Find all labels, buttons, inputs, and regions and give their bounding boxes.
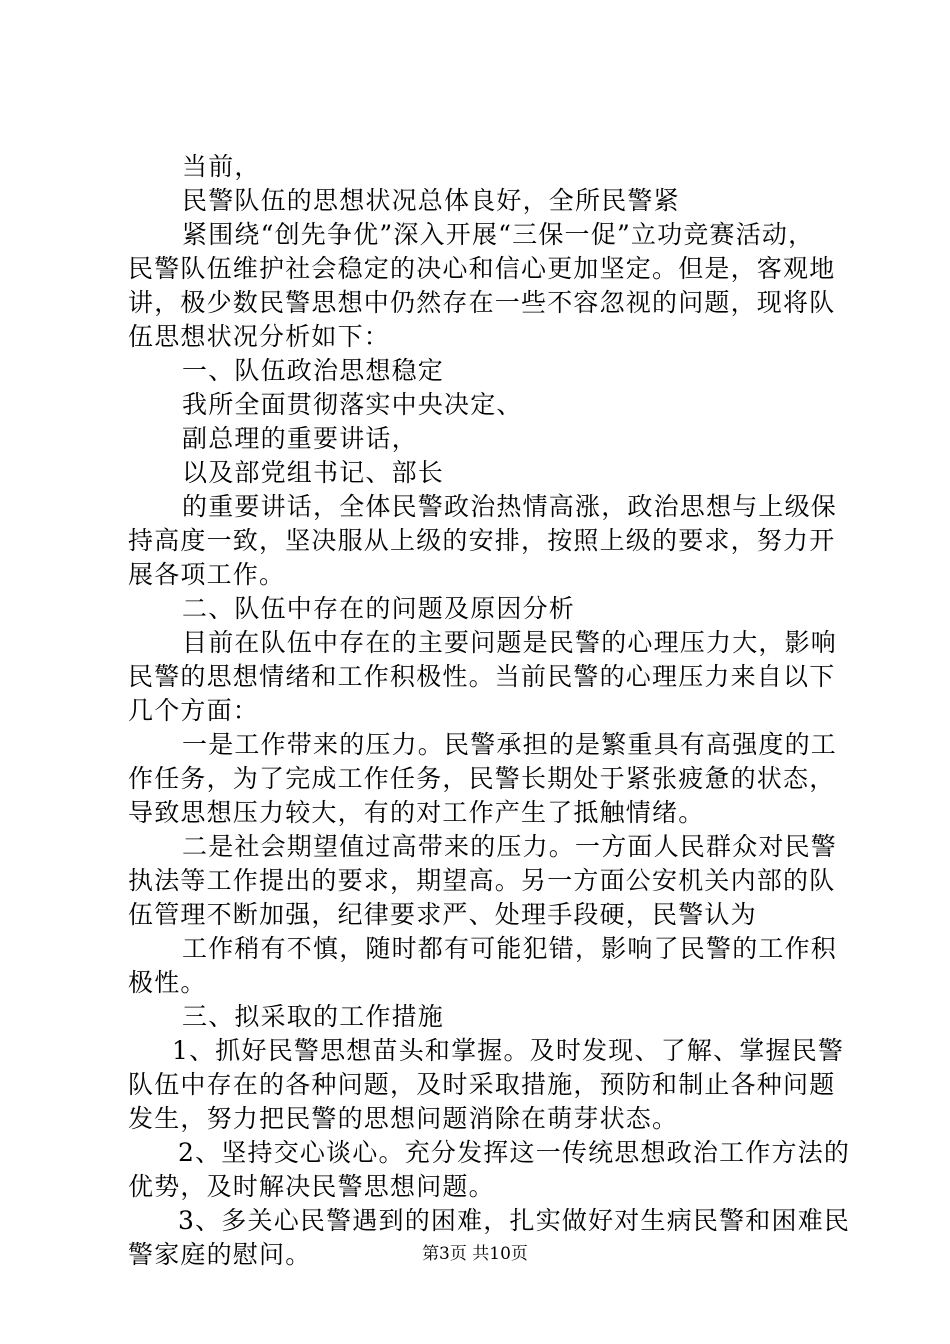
page-number-label: 第3页 共10页 xyxy=(422,1244,528,1264)
paragraph-line: 以及部党组书记、部长 xyxy=(182,458,445,487)
paragraph-line: 3、多关心民警遇到的困难，扎实做好对生病民警和困难民 xyxy=(178,1206,851,1235)
paragraph-line: 作任务，为了完成工作任务，民警长期处于紧张疲惫的状态， xyxy=(128,764,836,793)
paragraph-line: 伍管理不断加强，纪律要求严、处理手段硬，民警认为 xyxy=(128,900,757,929)
paragraph-line: 一是工作带来的压力。民警承担的是繁重具有高强度的工 xyxy=(182,730,838,759)
paragraph-line: 2、坚持交心谈心。充分发挥这一传统思想政治工作方法的 xyxy=(178,1138,851,1167)
section-heading: 一、队伍政治思想稳定 xyxy=(182,356,445,385)
section-heading: 三、拟采取的工作措施 xyxy=(182,1002,445,1031)
paragraph-line: 极性。 xyxy=(128,968,207,997)
paragraph-line: 持高度一致，坚决服从上级的安排，按照上级的要求，努力开 xyxy=(128,526,836,555)
paragraph-line: 二是社会期望值过高带来的压力。一方面人民群众对民警 xyxy=(182,832,838,861)
page-footer xyxy=(0,1243,950,1265)
paragraph-line: 伍思想状况分析如下： xyxy=(128,322,391,351)
paragraph-line: 民警的思想情绪和工作积极性。当前民警的心理压力来自以下 xyxy=(128,662,836,691)
paragraph-line: 讲，极少数民警思想中仍然存在一些不容忽视的问题，现将队 xyxy=(128,288,836,317)
paragraph-line: 1、抓好民警思想苗头和掌握。及时发现、了解、掌握民警 xyxy=(172,1036,845,1065)
paragraph-line: 的重要讲话，全体民警政治热情高涨，政治思想与上级保 xyxy=(182,492,838,521)
paragraph-line: 展各项工作。 xyxy=(128,560,286,589)
paragraph-line: 民警队伍的思想状况总体良好，全所民警紧 xyxy=(182,186,680,215)
paragraph-line: 民警队伍维护社会稳定的决心和信心更加坚定。但是，客观地 xyxy=(128,254,836,283)
paragraph-line: 工作稍有不慎，随时都有可能犯错，影响了民警的工作积 xyxy=(182,934,838,963)
paragraph-line: 紧围绕“创先争优”深入开展“三保一促”立功竞赛活动， xyxy=(182,220,815,249)
paragraph-line: 我所全面贯彻落实中央决定、 xyxy=(182,390,523,419)
paragraph-line: 当前， xyxy=(182,152,261,181)
paragraph-line: 优势，及时解决民警思想问题。 xyxy=(128,1172,495,1201)
paragraph-line: 副总理的重要讲话， xyxy=(182,424,418,453)
paragraph-line: 警家庭的慰问。 xyxy=(128,1240,312,1269)
paragraph-line: 导致思想压力较大，有的对工作产生了抵触情绪。 xyxy=(128,798,705,827)
section-heading: 二、队伍中存在的问题及原因分析 xyxy=(182,594,576,623)
paragraph-line: 几个方面： xyxy=(128,696,260,725)
paragraph-line: 发生，努力把民警的思想问题消除在萌芽状态。 xyxy=(128,1104,679,1133)
paragraph-line: 队伍中存在的各种问题，及时采取措施，预防和制止各种问题 xyxy=(128,1070,836,1099)
paragraph-line: 目前在队伍中存在的主要问题是民警的心理压力大，影响 xyxy=(182,628,838,657)
paragraph-line: 执法等工作提出的要求，期望高。另一方面公安机关内部的队 xyxy=(128,866,836,895)
